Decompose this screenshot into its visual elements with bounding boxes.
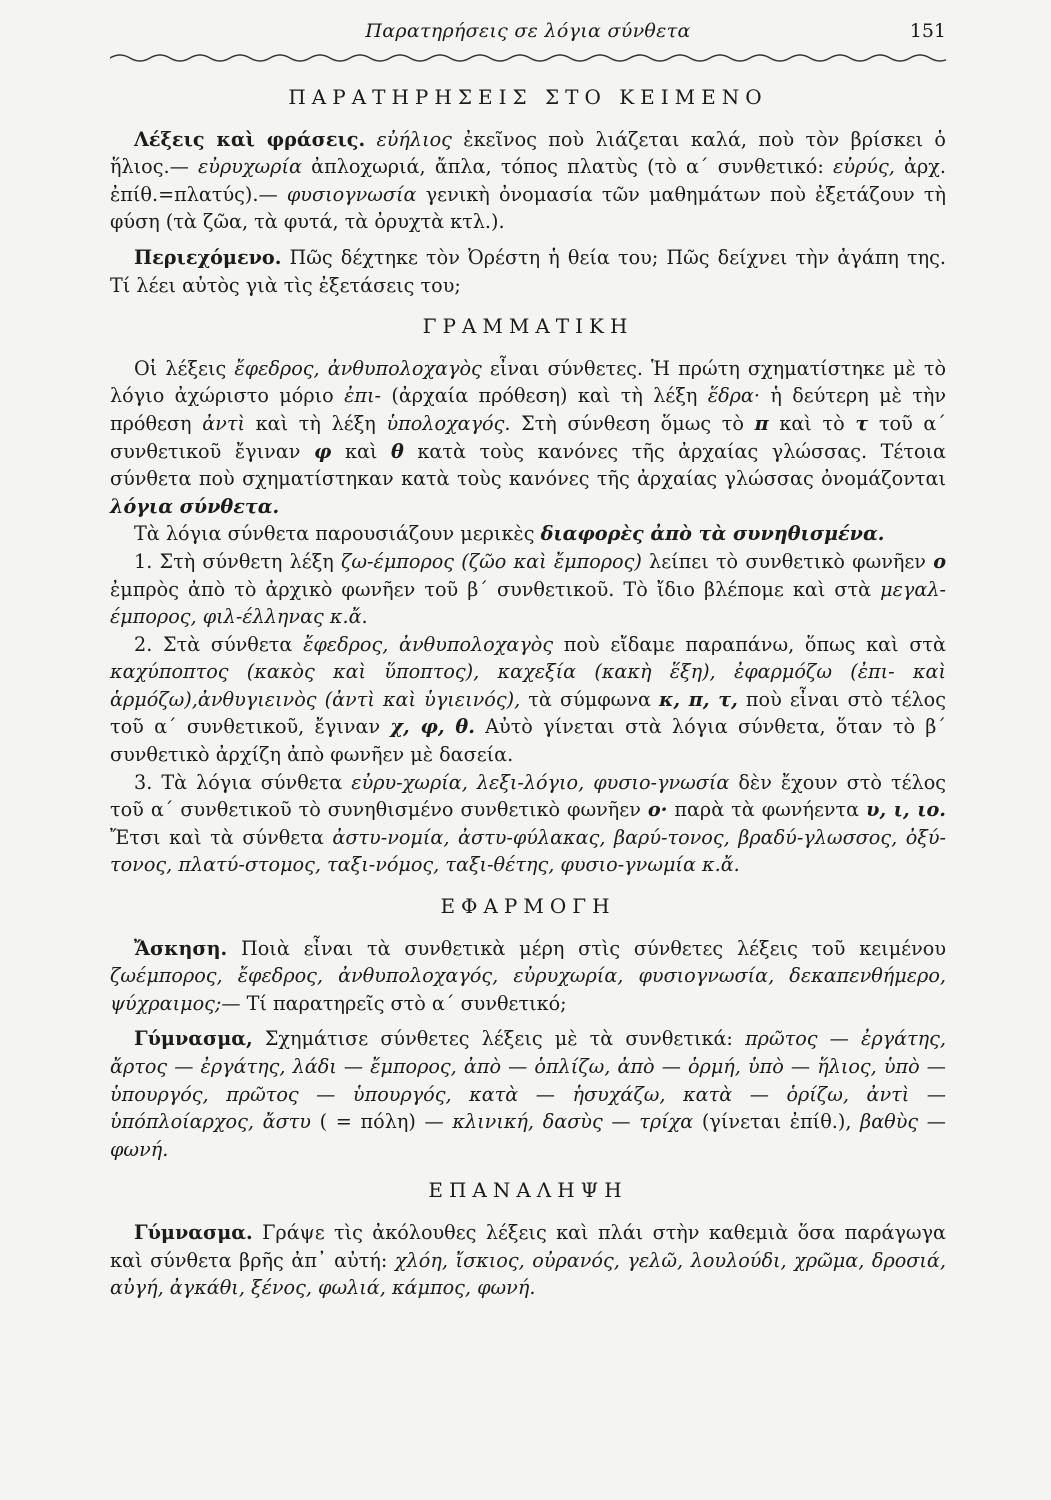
term: εὐρυ-χωρία, λεξι-λόγιο, φυσιο-γνωσία	[351, 770, 730, 794]
letter: υ, ι, ιο.	[866, 798, 946, 822]
text: ἐμπρὸς ἀπὸ τὸ ἀρχικὸ φωνῆεν τοῦ β΄ συνθετικοῦ. Τὸ ἴδιο βλέπομε καὶ στὰ	[110, 577, 881, 601]
term: χλόη, ἴσκιος, οὐρανός, γελῶ, λουλούδι, χρῶμα, δροσιά, αὐγή, ἀγκάθι, ξένος, φωλιά, κάμπος, φωνή.	[110, 1248, 946, 1300]
term: ἔφεδρος, ἀνθυπολοχαγὸς	[303, 632, 554, 656]
grammar-point-2	[110, 631, 946, 769]
vocabulary-paragraph	[110, 126, 946, 236]
review-lead: Γύμνασμα.	[134, 1220, 253, 1244]
term: μεγαλ-έμπορος, φιλ-έλληνας κ.ἄ.	[110, 577, 946, 629]
text: ποὺ εἴδαμε παραπάνω, ὅπως καὶ στὰ	[553, 632, 947, 656]
text: 3. Τὰ λόγια σύνθετα	[134, 770, 352, 794]
text: Ποιὰ εἶναι τὰ συνθετικὰ μέρη στὶς σύνθετες λέξεις τοῦ κειμένου	[227, 936, 946, 960]
content-paragraph	[110, 244, 946, 299]
letter: κ, π, τ,	[659, 687, 738, 711]
review-paragraph	[110, 1219, 946, 1302]
text: Στὴ σύνθεση ὅμως τὸ	[510, 411, 755, 435]
heading-grammar: ΓΡΑΜΜΑΤΙΚΗ	[422, 314, 634, 339]
term: ἔφεδρος, ἀνθυπολοχαγὸς	[234, 356, 482, 380]
grammar-point-1	[110, 548, 946, 631]
term: ἀντὶ	[202, 411, 245, 435]
term: ζωέμπορος, ἔφεδρος, ἀνθυπολοχαγός, εὐρυχωρία, φυσιογνωσία, δεκαπενθήμερο, ψύχραιμος;	[110, 964, 946, 1015]
text: ἡ δεύτερη μὲ τὴν πρόθεση	[110, 384, 946, 435]
exercise-paragraph	[110, 935, 946, 1018]
letter: π	[754, 411, 769, 435]
vocab-text: ἐκεῖνος ποὺ λιάζεται καλά, ποὺ τὸν βρίσκει ὁ ἥλιος.—	[110, 127, 946, 179]
running-title: Παρατηρήσεις σε λόγια σύνθετα	[365, 20, 691, 42]
practice-lead: Γύμνασμα,	[134, 1027, 253, 1051]
page-number: 151	[909, 20, 946, 42]
grammar-paragraph-2	[110, 520, 946, 548]
text: εἶναι σύνθετες. Ἡ πρώτη σχηματίστηκε μὲ τὸ λόγιο ἀχώριστο μόριο	[110, 356, 946, 408]
term: ἕδρα·	[707, 384, 760, 408]
content-text: Πῶς δέχτηκε τὸν Ὀρέστη ἡ θεία του; Πῶς δείχνει τὴν ἀγάπη της. Τί λέει αὐτὸς γιὰ τὶς ἐξετάσεις του;	[110, 245, 946, 297]
text: τὰ σύμφωνα	[520, 687, 660, 711]
wavy-rule-divider	[110, 52, 946, 64]
term: κλινική, δασὺς — τρίχα	[452, 1110, 694, 1134]
text: κατὰ τοὺς κανόνες τῆς ἀρχαίας γλώσσας. Τέτοια σύνθετα ποὺ σχηματίστηκαν κατὰ τοὺς κανόνες τῆς ἀρχαίας γλώσσας ὀνομάζονται	[110, 439, 947, 491]
text: καὶ τὴ λέξη	[244, 411, 387, 435]
text: Αὐτὸ γίνεται στὰ λόγια σύνθετα, ὅταν τὸ β΄ συνθετικὸ ἀρχίζη ἀπὸ φωνῆεν μὲ δασεία.	[110, 715, 946, 767]
term: ἀστυ-νομία, ἀστυ-φύλακας, βαρύ-τονος, βραδύ-γλωσσος, ὀξύ-τονος, πλατύ-στομος, ταξι-νόμος, ταξι-θέτης, φυσιο-γνωμία κ.ἄ.	[110, 825, 946, 877]
text: λείπει τὸ συνθετικὸ φωνῆεν	[641, 549, 934, 573]
text: Γράψε τὶς ἀκόλουθες λέξεις καὶ πλάι στὴν καθεμιὰ ὅσα παράγωγα καὶ σύνθετα βρῆς ἀπ᾿ αὐτή:	[110, 1220, 946, 1272]
vocab-text: γενικὴ ὀνομασία τῶν μαθημάτων ποὺ ἐξετάζουν τὴ φύση (τὰ ζῶα, τὰ φυτά, τὰ ὀρυχτὰ κτλ.).	[110, 182, 946, 234]
text: 2. Στὰ σύνθετα	[134, 632, 304, 656]
heading-text-notes: ΠΑΡΑΤΗΡΗΣΕΙΣ ΣΤΟ ΚΕΙΜΕΝΟ	[288, 85, 768, 109]
text: ποὺ εἶναι στὸ τέλος τοῦ α΄ συνθετικοῦ, ἔγιναν	[110, 687, 946, 739]
text: παρὰ τὰ φωνήεντα	[667, 798, 867, 822]
letter: ο·	[647, 798, 668, 822]
text: καὶ τὸ	[768, 411, 856, 435]
text: (γίνεται ἐπίθ.),	[693, 1110, 861, 1134]
letter: φ	[314, 439, 332, 463]
heading-application: ΕΦΑΡΜΟΓΗ	[440, 894, 616, 919]
text: ( = πόλη) —	[310, 1110, 453, 1134]
page-body	[110, 84, 946, 1310]
vocab-term: εὐρυχωρία	[198, 155, 302, 179]
text: Σχημάτισε σύνθετες λέξεις μὲ τὰ συνθετικά:	[252, 1027, 746, 1051]
vocab-text: ἀπλοχωριά, ἄπλα, τόπος πλατὺς (τὸ α΄ συνθετικό:	[301, 155, 834, 179]
heading-review: ΕΠΑΝΑΛΗΨΗ	[428, 1178, 628, 1203]
text: (ἀρχαία πρόθεση) καὶ τὴ λέξη	[380, 384, 708, 408]
grammar-paragraph-1	[110, 355, 946, 521]
page-header	[110, 18, 946, 50]
text: — Τί παρατηρεῖς στὸ α΄ συνθετικό;	[221, 991, 567, 1015]
term: ζω-έμπορος (ζῶο καὶ ἔμπορος)	[341, 549, 642, 573]
text: Τὰ λόγια σύνθετα παρουσιάζουν μερικὲς	[134, 522, 541, 546]
text: Οἱ λέξεις	[134, 356, 235, 380]
term: καχύποπτος (κακὸς καὶ ὕποπτος), καχεξία (κακὴ ἕξη), ἐφαρμόζω (ἐπι- καὶ ἁρμόζω),ἀνθυγιεινὸς (ἀντὶ καὶ ὑγιεινός),	[110, 660, 946, 711]
text: καὶ	[331, 439, 391, 463]
vocab-text: ἀρχ. ἐπίθ.=πλατύς).—	[110, 155, 946, 206]
vocab-term: εὐήλιος	[376, 127, 452, 151]
content-lead: Περιεχόμενο.	[134, 245, 282, 269]
vocabulary-lead: Λέξεις καὶ φράσεις.	[134, 127, 366, 151]
term-emphasis: διαφορὲς ἀπὸ τὰ συνηθισμένα.	[540, 522, 885, 546]
term-emphasis: λόγια σύνθετα.	[110, 494, 280, 518]
term: ἐπι-	[344, 384, 381, 408]
vocab-term: φυσιογνωσία	[286, 182, 417, 206]
text: τοῦ α΄ συνθετικοῦ ἔγιναν	[110, 411, 946, 463]
exercise-lead: Ἄσκηση.	[134, 936, 228, 960]
text: 1. Στὴ σύνθετη λέξη	[134, 549, 342, 573]
grammar-point-3	[110, 769, 946, 879]
letter: θ	[391, 439, 404, 463]
vocab-term: εὐρύς,	[833, 155, 895, 179]
letter: ο	[933, 549, 946, 573]
term: πρῶτος — ἐργάτης, ἄρτος — ἐργάτης, λάδι — ἔμπορος, ἀπὸ — ὁπλίζω, ἀπὸ — ὁρμή, ὑπὸ — ἥλιος, ὑπὸ — ὑπουργός, πρῶτος — ὑπουργός, κατὰ — ἡσυχάζω, κατὰ — ὁρίζω, ἀντὶ — ὑπόπλοίαρχος, ἄστυ	[110, 1027, 946, 1134]
letter: τ	[855, 411, 869, 435]
practice-paragraph	[110, 1025, 946, 1163]
letter: χ, φ, θ.	[390, 715, 475, 739]
term: ὑπολοχαγός.	[386, 411, 511, 435]
text: Ἔτσι καὶ τὰ σύνθετα	[110, 825, 333, 849]
text: δὲν ἔχουν στὸ τέλος τοῦ α΄ συνθετικοῦ τὸ συνηθισμένο συνθετικὸ φωνῆεν	[110, 770, 946, 822]
term: βαθὺς — φωνή.	[110, 1110, 946, 1161]
